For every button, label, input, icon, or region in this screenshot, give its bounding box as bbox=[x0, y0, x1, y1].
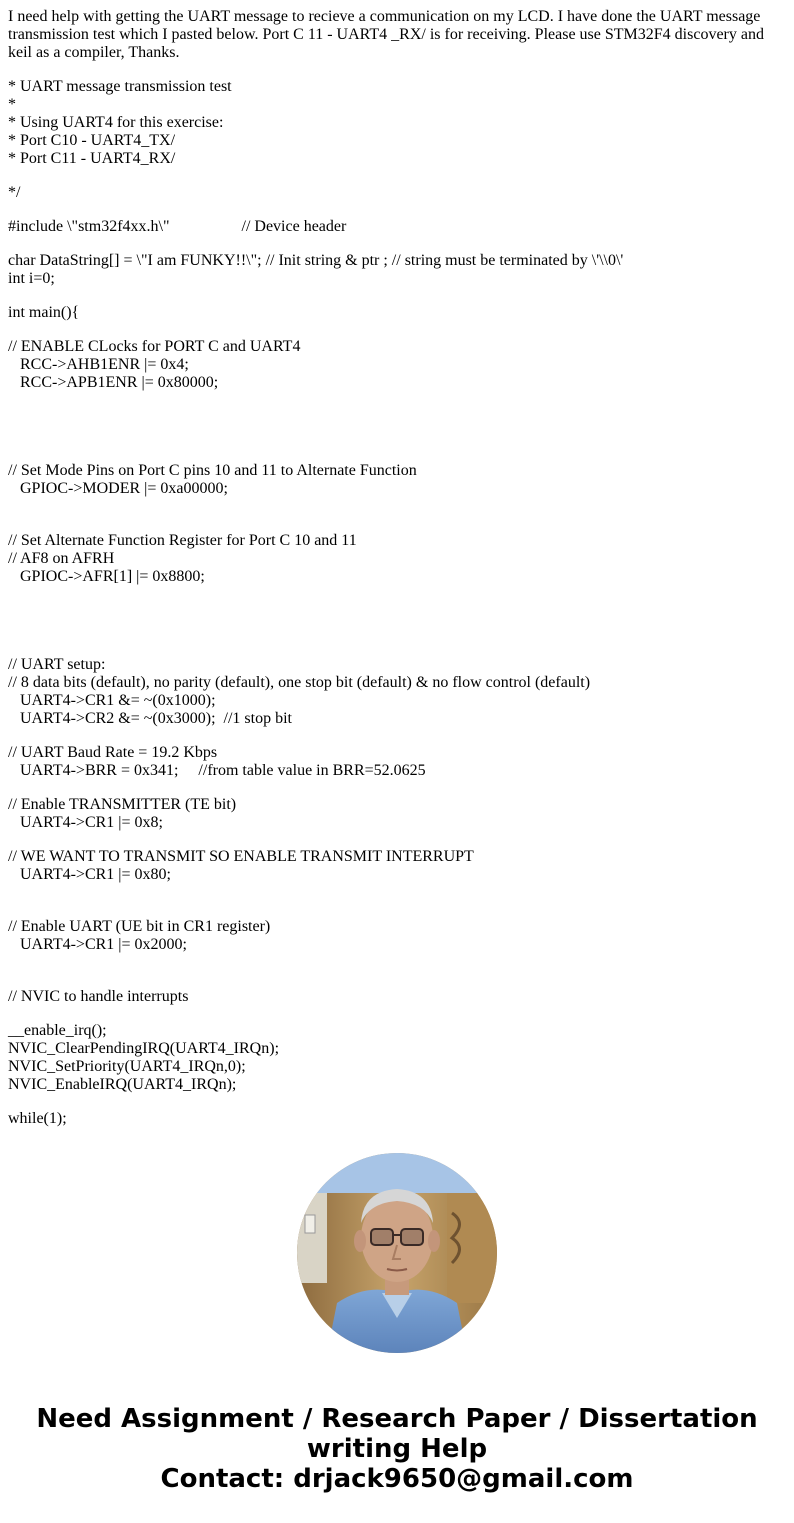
footer-line-1: Need Assignment / Research Paper / Dissertation bbox=[36, 1404, 758, 1434]
code-line: int main(){ bbox=[8, 304, 80, 321]
code-line: RCC->AHB1ENR |= 0x4; bbox=[8, 356, 189, 373]
code-line: #include \"stm32f4xx.h\" // Device header bbox=[8, 218, 347, 235]
code-line: GPIOC->AFR[1] |= 0x8800; bbox=[8, 568, 205, 585]
code-line: UART4->CR1 &= ~(0x1000); bbox=[8, 692, 216, 709]
code-block bbox=[8, 1110, 786, 1128]
code-line: // UART setup: bbox=[8, 656, 106, 673]
footer-line-3: Contact: drjack9650@gmail.com bbox=[160, 1464, 634, 1494]
code-line: UART4->CR1 |= 0x2000; bbox=[8, 936, 187, 953]
code-line bbox=[8, 410, 786, 428]
author-avatar bbox=[297, 1153, 497, 1353]
contact-footer bbox=[0, 1404, 794, 1494]
code-listing bbox=[8, 78, 786, 1128]
code-line: __enable_irq(); bbox=[8, 1022, 107, 1039]
code-line: * Using UART4 for this exercise: bbox=[8, 114, 224, 131]
code-line: NVIC_EnableIRQ(UART4_IRQn); bbox=[8, 1076, 237, 1093]
code-block bbox=[8, 988, 786, 1006]
question-intro: I need help with getting the UART message to recieve a communication on my LCD. I have done the UART message transmission test which I pasted below. Port C 11 - UART4 _RX/ is for receiving. Please use STM32F4 discovery and keil as a compiler, Thanks. bbox=[8, 8, 764, 61]
code-block bbox=[8, 304, 786, 322]
code-line: char DataString[] = \"I am FUNKY!!\"; // Init string & ptr ; // string must be terminated by \'\\0\' bbox=[8, 252, 624, 269]
code-line bbox=[8, 586, 786, 604]
code-line: int i=0; bbox=[8, 270, 55, 287]
code-line: // WE WANT TO TRANSMIT SO ENABLE TRANSMIT INTERRUPT bbox=[8, 848, 474, 865]
code-block bbox=[8, 184, 786, 202]
code-line: // ENABLE CLocks for PORT C and UART4 bbox=[8, 338, 301, 355]
code-line: // AF8 on AFRH bbox=[8, 550, 115, 567]
code-line bbox=[8, 622, 786, 640]
code-line: * Port C11 - UART4_RX/ bbox=[8, 150, 176, 167]
code-line: // Set Alternate Function Register for Port C 10 and 11 bbox=[8, 532, 357, 549]
question-content bbox=[8, 8, 786, 1128]
code-line: * bbox=[8, 96, 16, 113]
code-line: // Set Mode Pins on Port C pins 10 and 11 to Alternate Function bbox=[8, 462, 417, 479]
code-line bbox=[8, 884, 786, 902]
code-block bbox=[8, 848, 786, 902]
code-line bbox=[8, 392, 786, 410]
code-block bbox=[8, 532, 786, 640]
code-line: * UART message transmission test bbox=[8, 78, 232, 95]
code-block bbox=[8, 338, 786, 446]
code-block bbox=[8, 656, 786, 728]
code-block bbox=[8, 462, 786, 516]
code-line: UART4->CR1 |= 0x80; bbox=[8, 866, 171, 883]
code-block bbox=[8, 1022, 786, 1094]
code-line: // UART Baud Rate = 19.2 Kbps bbox=[8, 744, 218, 761]
code-line bbox=[8, 498, 786, 516]
code-line: // NVIC to handle interrupts bbox=[8, 988, 189, 1005]
code-line: // Enable TRANSMITTER (TE bit) bbox=[8, 796, 237, 813]
footer-line-2: writing Help bbox=[306, 1434, 488, 1464]
person-photo-icon bbox=[297, 1153, 497, 1353]
code-line bbox=[8, 428, 786, 446]
code-block bbox=[8, 218, 786, 236]
code-line: // 8 data bits (default), no parity (default), one stop bit (default) & no flow control (default) bbox=[8, 674, 591, 691]
code-line bbox=[8, 604, 786, 622]
code-line: while(1); bbox=[8, 1110, 67, 1127]
code-line: * Port C10 - UART4_TX/ bbox=[8, 132, 176, 149]
code-line: NVIC_SetPriority(UART4_IRQn,0); bbox=[8, 1058, 246, 1075]
code-line: UART4->BRR = 0x341; //from table value in BRR=52.0625 bbox=[8, 762, 426, 779]
code-block bbox=[8, 78, 786, 168]
code-line: UART4->CR1 |= 0x8; bbox=[8, 814, 163, 831]
code-block bbox=[8, 918, 786, 972]
code-block bbox=[8, 796, 786, 832]
code-line: */ bbox=[8, 184, 21, 201]
code-line: NVIC_ClearPendingIRQ(UART4_IRQn); bbox=[8, 1040, 280, 1057]
code-line: UART4->CR2 &= ~(0x3000); //1 stop bit bbox=[8, 710, 292, 727]
code-block bbox=[8, 252, 786, 288]
code-block bbox=[8, 744, 786, 780]
code-line: RCC->APB1ENR |= 0x80000; bbox=[8, 374, 219, 391]
code-line bbox=[8, 954, 786, 972]
code-line: GPIOC->MODER |= 0xa00000; bbox=[8, 480, 228, 497]
code-line: // Enable UART (UE bit in CR1 register) bbox=[8, 918, 271, 935]
